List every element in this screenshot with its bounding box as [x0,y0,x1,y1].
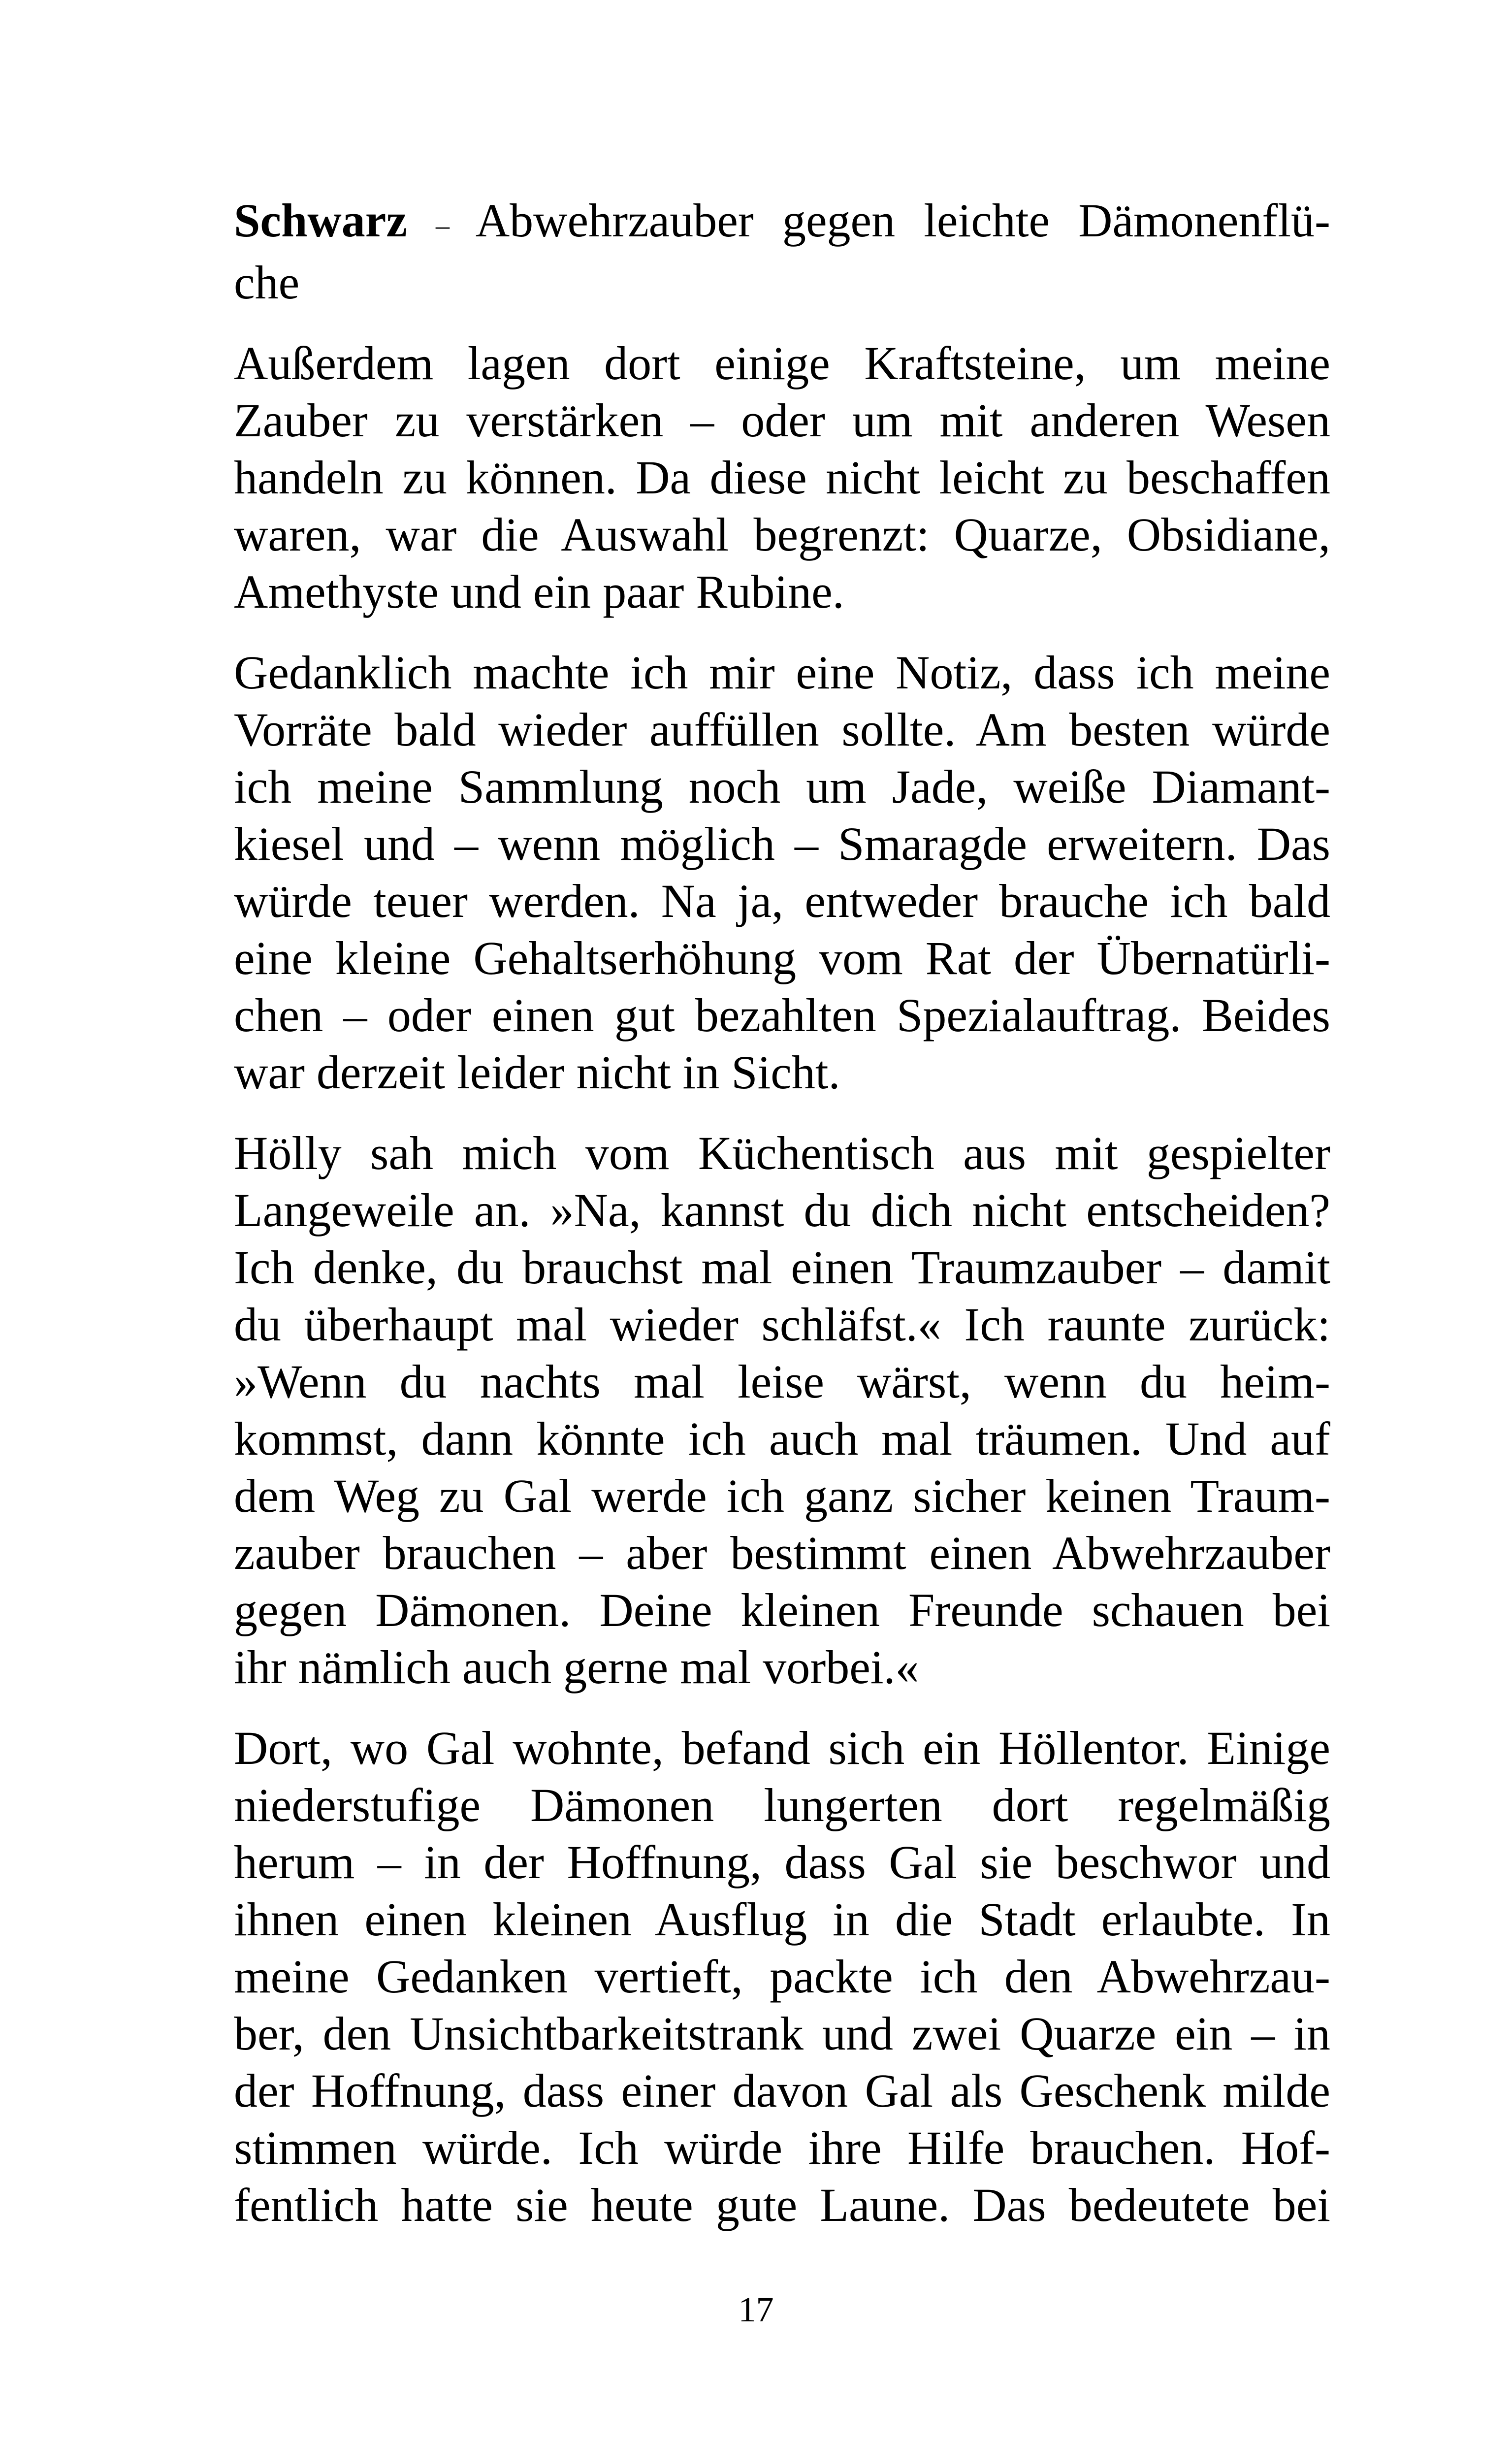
text-line: stimmen würde. Ich würde ihre Hilfe brauchen. Hof- [234,2121,1330,2174]
text-line: »Wenn du nachts mal leise wärst, wenn du heim- [234,1355,1330,1408]
text-line: war derzeit leider nicht in Sicht. [234,1045,840,1099]
text-line: dem Weg zu Gal werde ich ganz sicher keinen Traum- [234,1469,1330,1522]
paragraph-vorraete [234,644,1330,1101]
text-line: zauber brauchen – aber bestimmt einen Abwehrzauber [234,1526,1330,1579]
text-line: niederstufige Dämonen lungerten dort regelmäßig [234,1778,1330,1831]
text-line: Gedanklich machte ich mir eine Notiz, dass ich meine [234,646,1330,699]
text-line: kiesel und – wenn möglich – Smaragde erweitern. Das [234,817,1330,870]
paragraph-hoelly [234,1125,1330,1696]
entry-dash: – [436,210,450,241]
text-line: Vorräte bald wieder auffüllen sollte. Am besten würde [234,703,1330,756]
text-line: der Hoffnung, dass einer davon Gal als Geschenk milde [234,2064,1330,2117]
text-line: Langeweile an. »Na, kannst du dich nicht entscheiden? [234,1183,1330,1237]
text-line: waren, war die Auswahl begrenzt: Quarze, Obsidiane, [234,508,1330,561]
text-line: fentlich hatte sie heute gute Laune. Das bedeutete bei [234,2178,1330,2231]
text-line: eine kleine Gehaltserhöhung vom Rat der Übernatürli- [234,931,1330,984]
text-line: Amethyste und ein paar Rubine. [234,565,844,618]
page-body [234,192,1330,2257]
text-line: ber, den Unsichtbarkeitstrank und zwei Quarze ein – in [234,2007,1330,2060]
text-line: Hölly sah mich vom Küchentisch aus mit gespielter [234,1126,1330,1179]
text-line: Außerdem lagen dort einige Kraftsteine, um meine [234,336,1330,390]
text-line: herum – in der Hoffnung, dass Gal sie beschwor und [234,1835,1330,1889]
text-line: du überhaupt mal wieder schläfst.« Ich raunte zurück: [234,1298,1330,1351]
text-line: ihnen einen kleinen Ausflug in die Stadt erlaubte. In [234,1892,1330,1946]
text-line: Ich denke, du brauchst mal einen Traumzauber – damit [234,1240,1330,1294]
text-line: Zauber zu verstärken – oder um mit anderen Wesen [234,393,1330,447]
text-line: kommst, dann könnte ich auch mal träumen. Und auf [234,1412,1330,1465]
text-line: handeln zu können. Da diese nicht leicht zu beschaffen [234,451,1330,504]
entry-term: Schwarz [234,194,407,247]
text-line: che [234,256,300,309]
text-line: Dort, wo Gal wohnte, befand sich ein Höllentor. Einige [234,1721,1330,1774]
text-line: ich meine Sammlung noch um Jade, weiße Diamant- [234,760,1330,813]
text-line: würde teuer werden. Na ja, entweder brauche ich bald [234,874,1330,927]
text-line: chen – oder einen gut bezahlten Spezialauftrag. Beides [234,988,1330,1042]
text-line [234,192,1330,254]
paragraph-kraftsteine [234,335,1330,620]
text-line: meine Gedanken vertieft, packte ich den Abwehrzau- [234,1950,1330,2003]
paragraph-hoellentor [234,1720,1330,2234]
entry-text: Abwehrzauber gegen leichte Dämonenflü- [475,194,1331,247]
page-number: 17 [738,2290,774,2329]
text-line: ihr nämlich auch gerne mal vorbei.« [234,1640,919,1694]
color-entry-paragraph [234,192,1330,311]
text-line: gegen Dämonen. Deine kleinen Freunde schauen bei [234,1583,1330,1636]
